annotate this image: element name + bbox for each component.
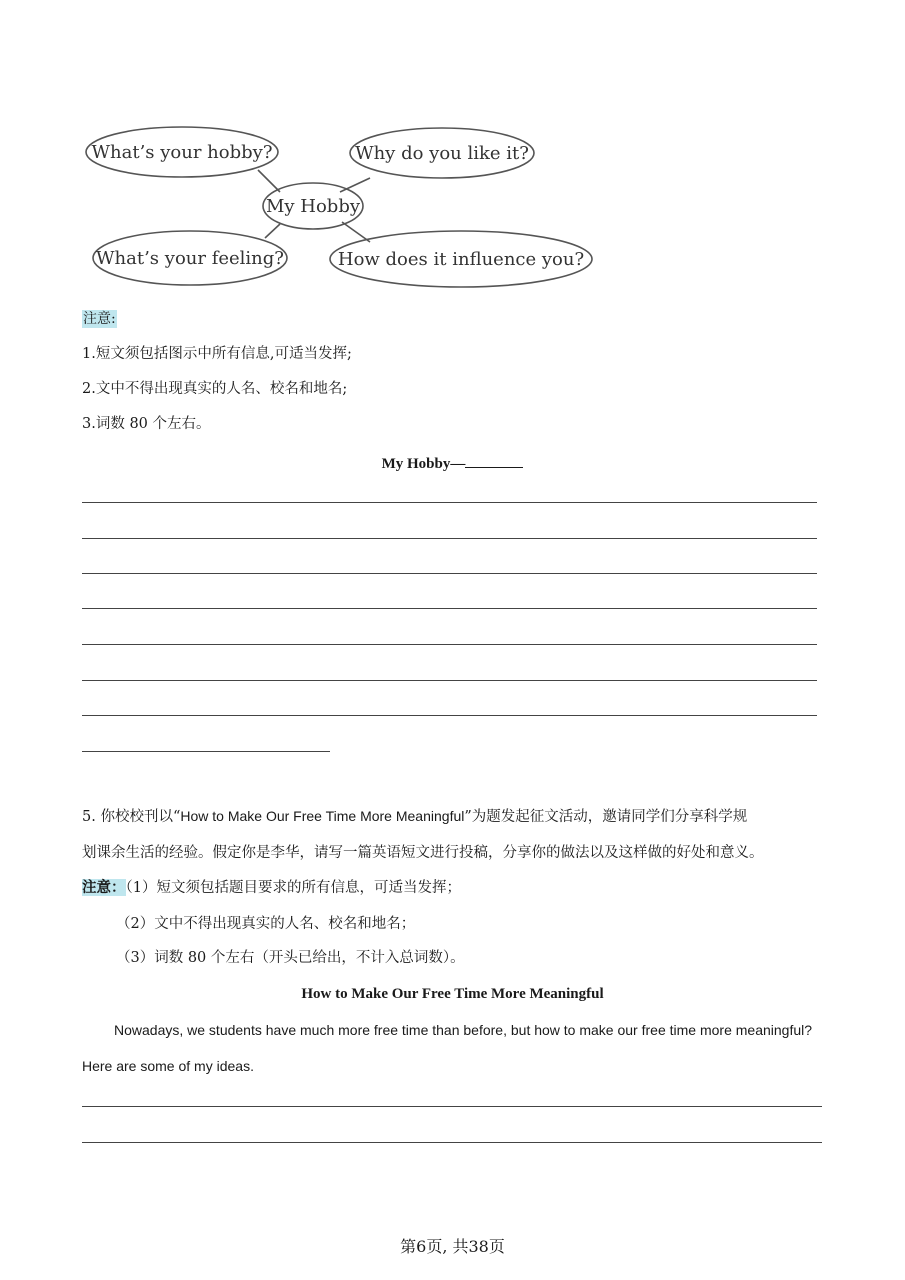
task4-requirement-3: 3.词数 80 个左右。 (82, 416, 211, 432)
task5-prompt-prefix: 5. 你校校刊以“ (82, 809, 181, 825)
mind-map-bottom-left-text: What’s your feeling? (96, 248, 284, 269)
writing-line[interactable] (82, 502, 817, 503)
task4-requirement-1: 1.短文须包括图示中所有信息,可适当发挥; (82, 346, 352, 362)
task5-requirement-2: （2）文中不得出现真实的人名、校名和地名； (116, 916, 416, 932)
hobby-mind-map (80, 118, 600, 293)
task4-requirement-2: 2.文中不得出现真实的人名、校名和地名; (82, 381, 348, 397)
writing-line[interactable] (82, 538, 817, 539)
task5-opening-line-1: Nowadays, we students have much more free time than before, but how to make our free time more meaningful? (114, 1022, 813, 1038)
task5-note-row (82, 878, 461, 898)
connector-top-right (340, 178, 370, 192)
mind-map-top-right-text: Why do you like it? (355, 143, 529, 164)
task5-requirement-1: （1）短文须包括题目要求的所有信息，可适当发挥； (125, 880, 461, 896)
task5-prompt-suffix: ”为题发起征文活动，邀请同学们分享科学规 (464, 809, 748, 825)
task5-note-label: 注意： (82, 879, 126, 896)
writing-line-short[interactable] (82, 751, 330, 752)
mind-map-top-left-text: What’s your hobby? (91, 142, 273, 163)
writing-line[interactable] (82, 644, 817, 645)
task5-essay-title: How to Make Our Free Time More Meaningful (301, 986, 604, 1002)
connector-bottom-left (265, 224, 280, 238)
task4-essay-title-text: My Hobby— (381, 456, 466, 472)
mind-map-bottom-right-text: How does it influence you? (337, 249, 585, 270)
writing-line[interactable] (82, 573, 817, 574)
writing-line[interactable] (82, 715, 817, 716)
writing-line[interactable] (82, 1142, 822, 1143)
title-blank[interactable] (465, 452, 523, 468)
writing-line[interactable] (82, 608, 817, 609)
mind-map-center-text: My Hobby (265, 196, 361, 217)
connector-top-left (258, 170, 280, 192)
task4-essay-title (0, 452, 905, 474)
task5-prompt-line-2: 划课余生活的经验。假定你是李华，请写一篇英语短文进行投稿，分享你的做法以及这样做的好处和意义。 (82, 845, 764, 861)
writing-line[interactable] (82, 680, 817, 681)
task5-requirement-3: （3）词数 80 个左右（开头已给出，不计入总词数）。 (116, 950, 465, 966)
writing-line[interactable] (82, 1106, 822, 1107)
task5-prompt-line-1 (82, 805, 747, 828)
task4-note-label: 注意: (83, 311, 116, 327)
task5-opening-line-2: Here are some of my ideas. (82, 1058, 254, 1074)
page-footer: 第6页, 共38页 (400, 1237, 505, 1256)
task5-prompt-english-title: How to Make Our Free Time More Meaningful (180, 808, 465, 824)
